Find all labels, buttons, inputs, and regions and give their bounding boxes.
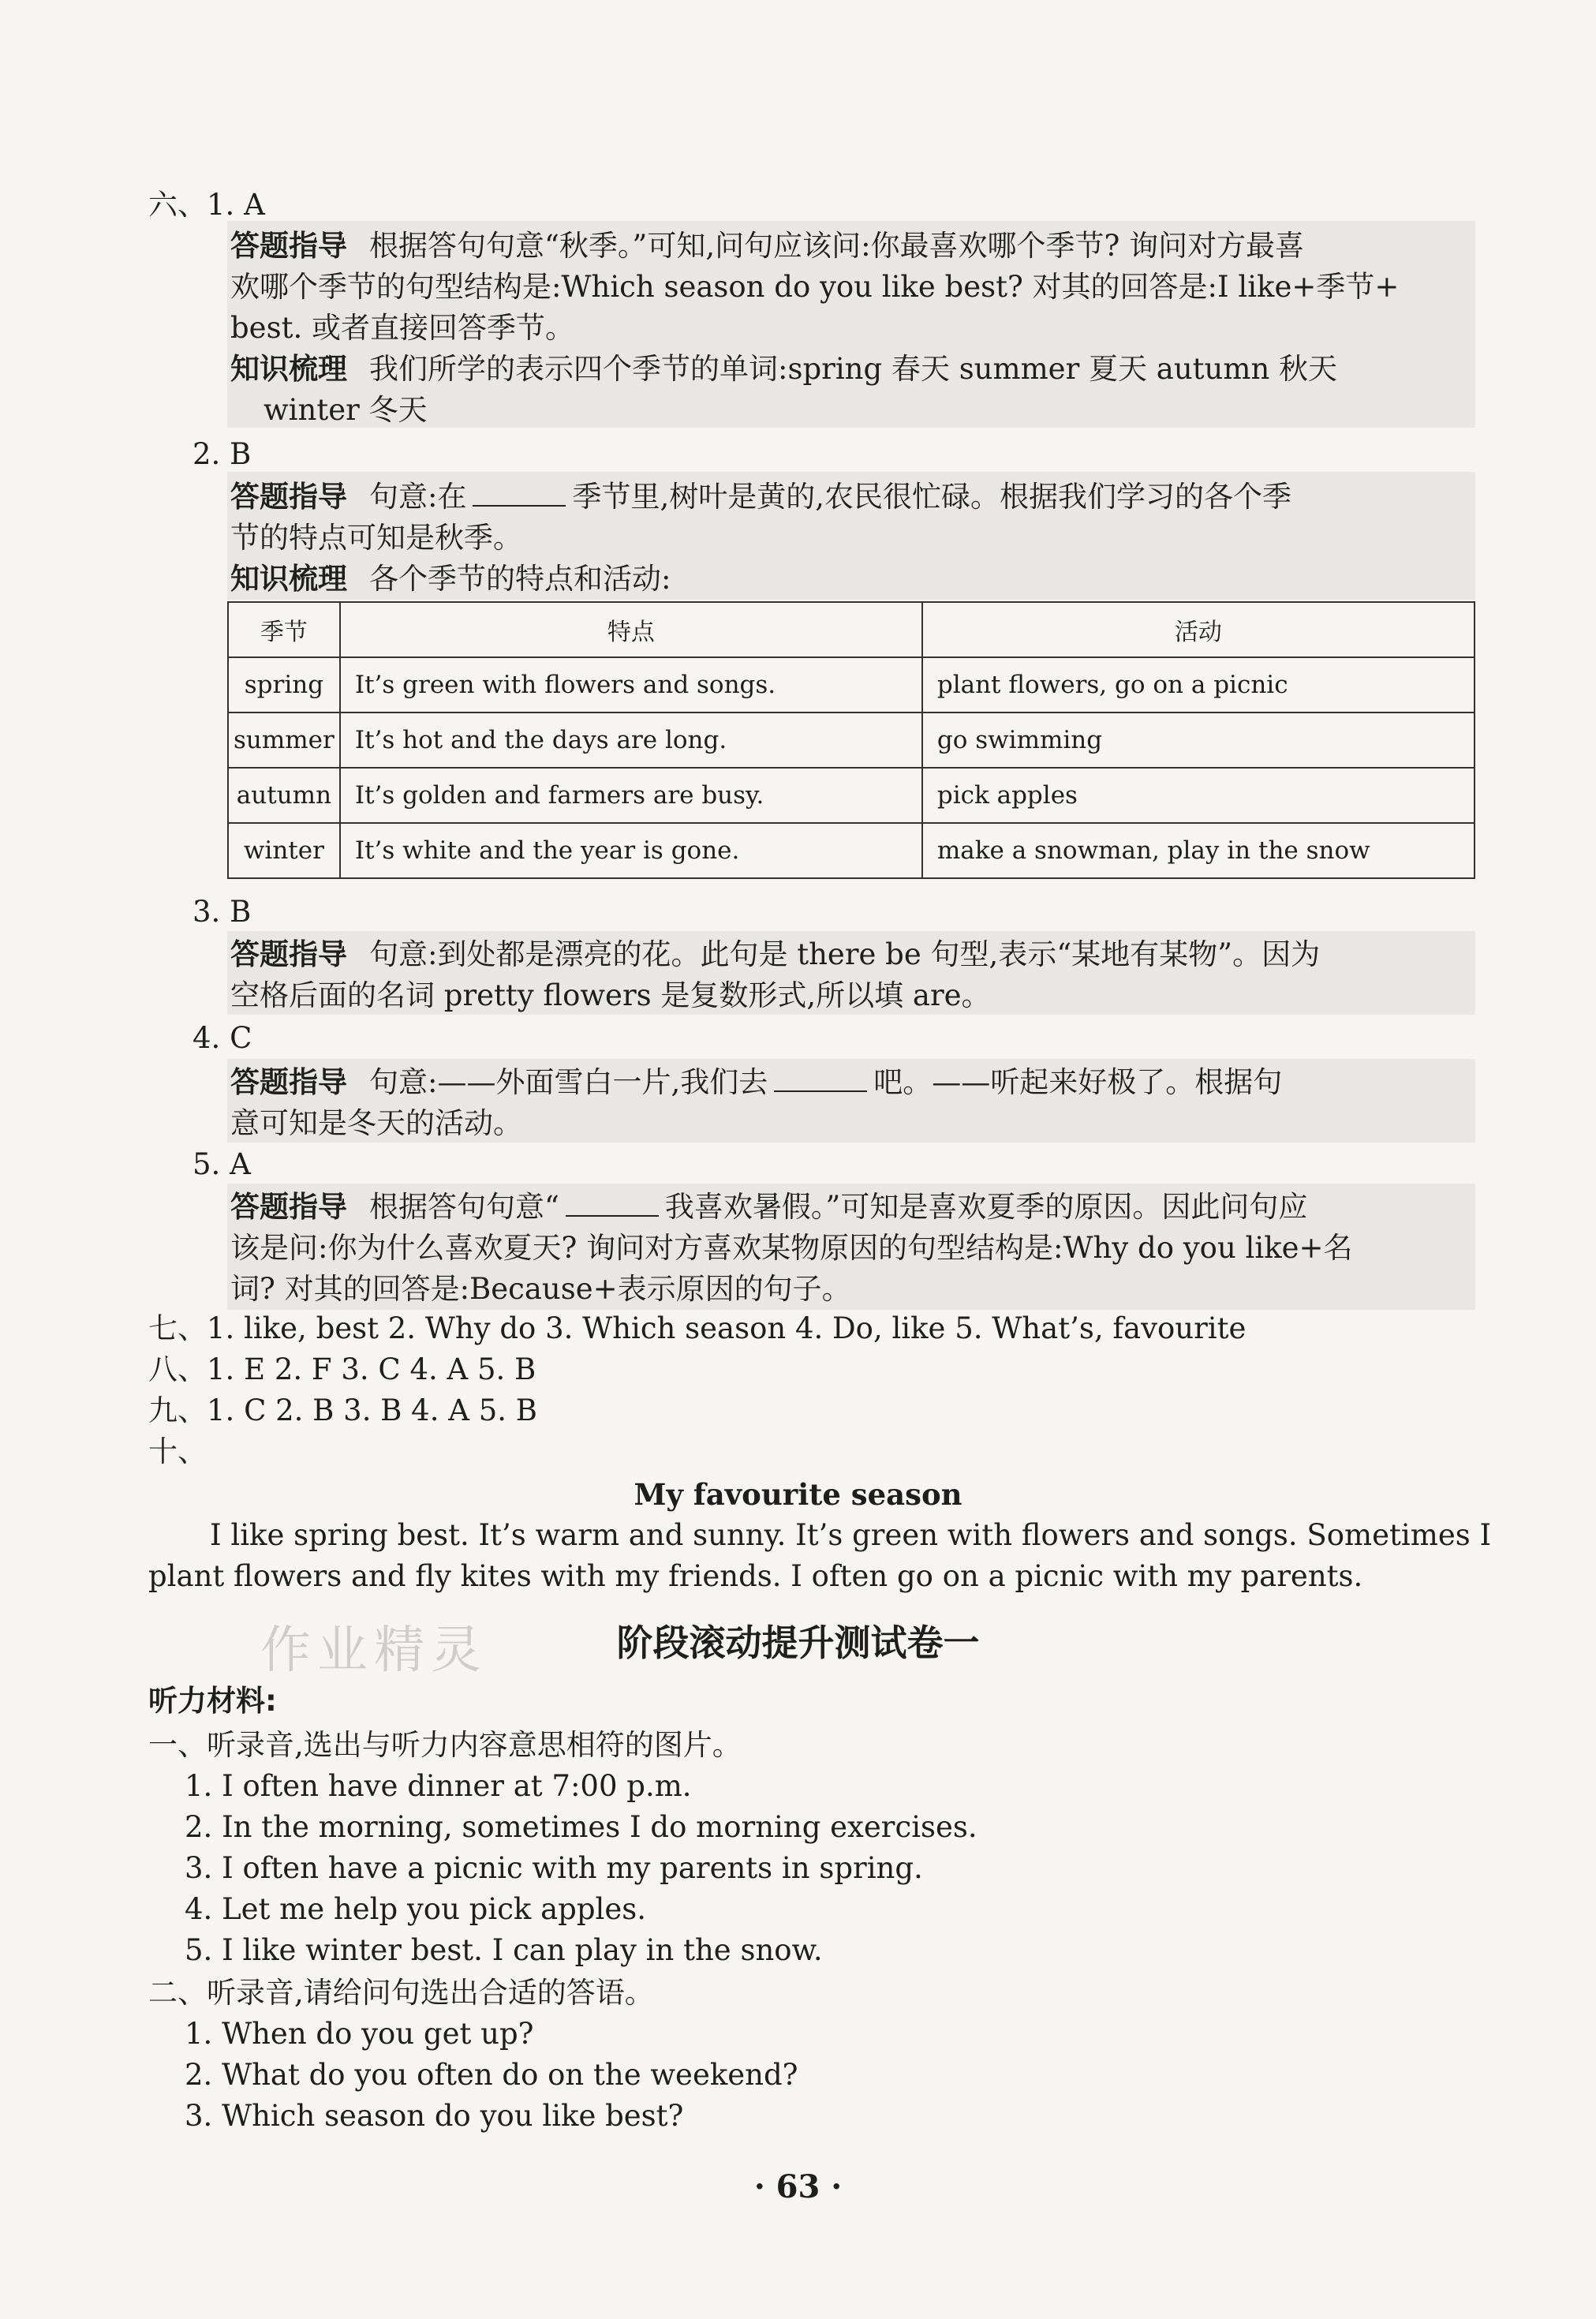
q6-3-number: 3. B <box>192 895 252 929</box>
guide-text-before: 句意:——外面雪白一片,我们去 <box>369 1065 768 1099</box>
knowledge-tag: 知识梳理 <box>230 352 347 386</box>
table-row <box>228 657 1475 713</box>
knowledge-text: 各个季节的特点和活动: <box>369 562 671 596</box>
feature-cell: It’s golden and farmers are busy. <box>340 768 922 823</box>
q6-2-guide-line1 <box>230 477 1291 518</box>
answer-blank <box>774 1067 867 1092</box>
part1-item: 1. I often have dinner at 7:00 p.m. <box>185 1769 692 1803</box>
essay-line2: plant flowers and fly kites with my friends. I often go on a picnic with my parents. <box>148 1559 1363 1593</box>
answers-q10: 十、 <box>148 1434 207 1468</box>
guide-tag: 答题指导 <box>230 1190 347 1224</box>
part1-item: 5. I like winter best. I can play in the snow. <box>185 1933 823 1967</box>
guide-text-after: 吧。——听起来好极了。根据句 <box>873 1065 1283 1099</box>
part1-item: 4. Let me help you pick apples. <box>185 1892 647 1926</box>
essay-line1: I like spring best. It’s warm and sunny. It’s green with flowers and songs. Sometimes I <box>210 1518 1492 1552</box>
season-cell: winter <box>228 823 340 878</box>
activity-cell: make a snowman, play in the snow <box>922 823 1475 878</box>
table-row <box>228 768 1475 823</box>
part2-item: 1. When do you get up? <box>185 2017 534 2051</box>
knowledge-text: 我们所学的表示四个季节的单词:spring 春天 summer 夏天 autumn 秋天 <box>369 352 1338 386</box>
season-cell: summer <box>228 713 340 768</box>
guide-tag: 答题指导 <box>230 937 347 971</box>
part2-item: 2. What do you often do on the weekend? <box>185 2058 798 2092</box>
season-cell: autumn <box>228 768 340 823</box>
part1-item: 2. In the morning, sometimes I do morning exercises. <box>185 1810 977 1844</box>
header-season: 季节 <box>228 602 340 657</box>
q6-label: 六、1. A <box>148 188 265 222</box>
header-feature: 特点 <box>340 602 922 657</box>
q6-1-guide-line3: best. 或者直接回答季节。 <box>230 311 574 345</box>
activity-cell: pick apples <box>922 768 1475 823</box>
answer-blank <box>473 481 566 507</box>
q6-5-number: 5. A <box>192 1147 251 1181</box>
season-table <box>227 601 1475 879</box>
header-activity: 活动 <box>922 602 1475 657</box>
essay-title: My favourite season <box>634 1477 962 1512</box>
q6-1-guide-line2: 欢哪个季节的句型结构是:Which season do you like best? 对其的回答是:I like+季节+ <box>230 270 1400 304</box>
listening-label: 听力材料: <box>148 1684 277 1718</box>
activity-cell: plant flowers, go on a picnic <box>922 657 1475 713</box>
q6-1-knowledge-line2: winter 冬天 <box>264 393 428 427</box>
q6-5-guide-line2: 该是问:你为什么喜欢夏天? 询问对方喜欢某物原因的句型结构是:Why do you like+名 <box>230 1231 1353 1265</box>
q6-2-guide-line2: 节的特点可知是秋季。 <box>230 521 522 555</box>
watermark-logo: 作业精灵 <box>260 1621 488 1680</box>
part1-title: 一、听录音,选出与听力内容意思相符的图片。 <box>148 1728 742 1762</box>
part1-item: 3. I often have a picnic with my parents in spring. <box>185 1851 923 1885</box>
table-row <box>228 823 1475 878</box>
q6-3-guide-line2: 空格后面的名词 pretty flowers 是复数形式,所以填 are。 <box>230 978 991 1012</box>
part2-title: 二、听录音,请给问句选出合适的答语。 <box>148 1976 654 2010</box>
q6-1-knowledge-line1 <box>230 349 1337 390</box>
q6-4-number: 4. C <box>192 1021 252 1055</box>
q6-5-guide-line3: 词? 对其的回答是:Because+表示原因的句子。 <box>230 1272 851 1306</box>
table-header-row <box>228 602 1475 657</box>
test-title: 阶段滚动提升测试卷一 <box>616 1621 980 1664</box>
page-number: · 63 · <box>753 2168 843 2205</box>
q6-4-guide-line1 <box>230 1062 1282 1103</box>
answers-q8: 八、1. E 2. F 3. C 4. A 5. B <box>148 1352 536 1386</box>
guide-tag: 答题指导 <box>230 229 347 263</box>
feature-cell: It’s green with flowers and songs. <box>340 657 922 713</box>
q6-2-knowledge-line <box>230 559 671 600</box>
activity-cell: go swimming <box>922 713 1475 768</box>
guide-tag: 答题指导 <box>230 480 347 514</box>
answers-q9: 九、1. C 2. B 3. B 4. A 5. B <box>148 1393 537 1427</box>
guide-text-before: 句意:在 <box>369 480 467 514</box>
guide-text: 根据答句句意“秋季。”可知,问句应该问:你最喜欢哪个季节? 询问对方最喜 <box>369 229 1305 263</box>
knowledge-tag: 知识梳理 <box>230 562 347 596</box>
q6-5-guide-line1 <box>230 1187 1307 1228</box>
part2-item: 3. Which season do you like best? <box>185 2099 684 2133</box>
table-row <box>228 713 1475 768</box>
q6-3-guide-line1 <box>230 934 1320 975</box>
answer-blank <box>566 1191 659 1217</box>
guide-text-after: 我喜欢暑假。”可知是喜欢夏季的原因。因此问句应 <box>664 1190 1308 1224</box>
guide-text: 句意:到处都是漂亮的花。此句是 there be 句型,表示“某地有某物”。因为 <box>369 937 1321 971</box>
guide-text-before: 根据答句句意“ <box>369 1190 559 1224</box>
guide-tag: 答题指导 <box>230 1065 347 1099</box>
guide-text-after: 季节里,树叶是黄的,农民很忙碌。根据我们学习的各个季 <box>572 480 1291 514</box>
season-cell: spring <box>228 657 340 713</box>
feature-cell: It’s hot and the days are long. <box>340 713 922 768</box>
q6-1-guide-line1 <box>230 226 1304 267</box>
answers-q7: 七、1. like, best 2. Why do 3. Which season 4. Do, like 5. What’s, favourite <box>148 1311 1247 1345</box>
q6-2-number: 2. B <box>192 437 252 471</box>
q6-4-guide-line2: 意可知是冬天的活动。 <box>230 1106 522 1140</box>
feature-cell: It’s white and the year is gone. <box>340 823 922 878</box>
